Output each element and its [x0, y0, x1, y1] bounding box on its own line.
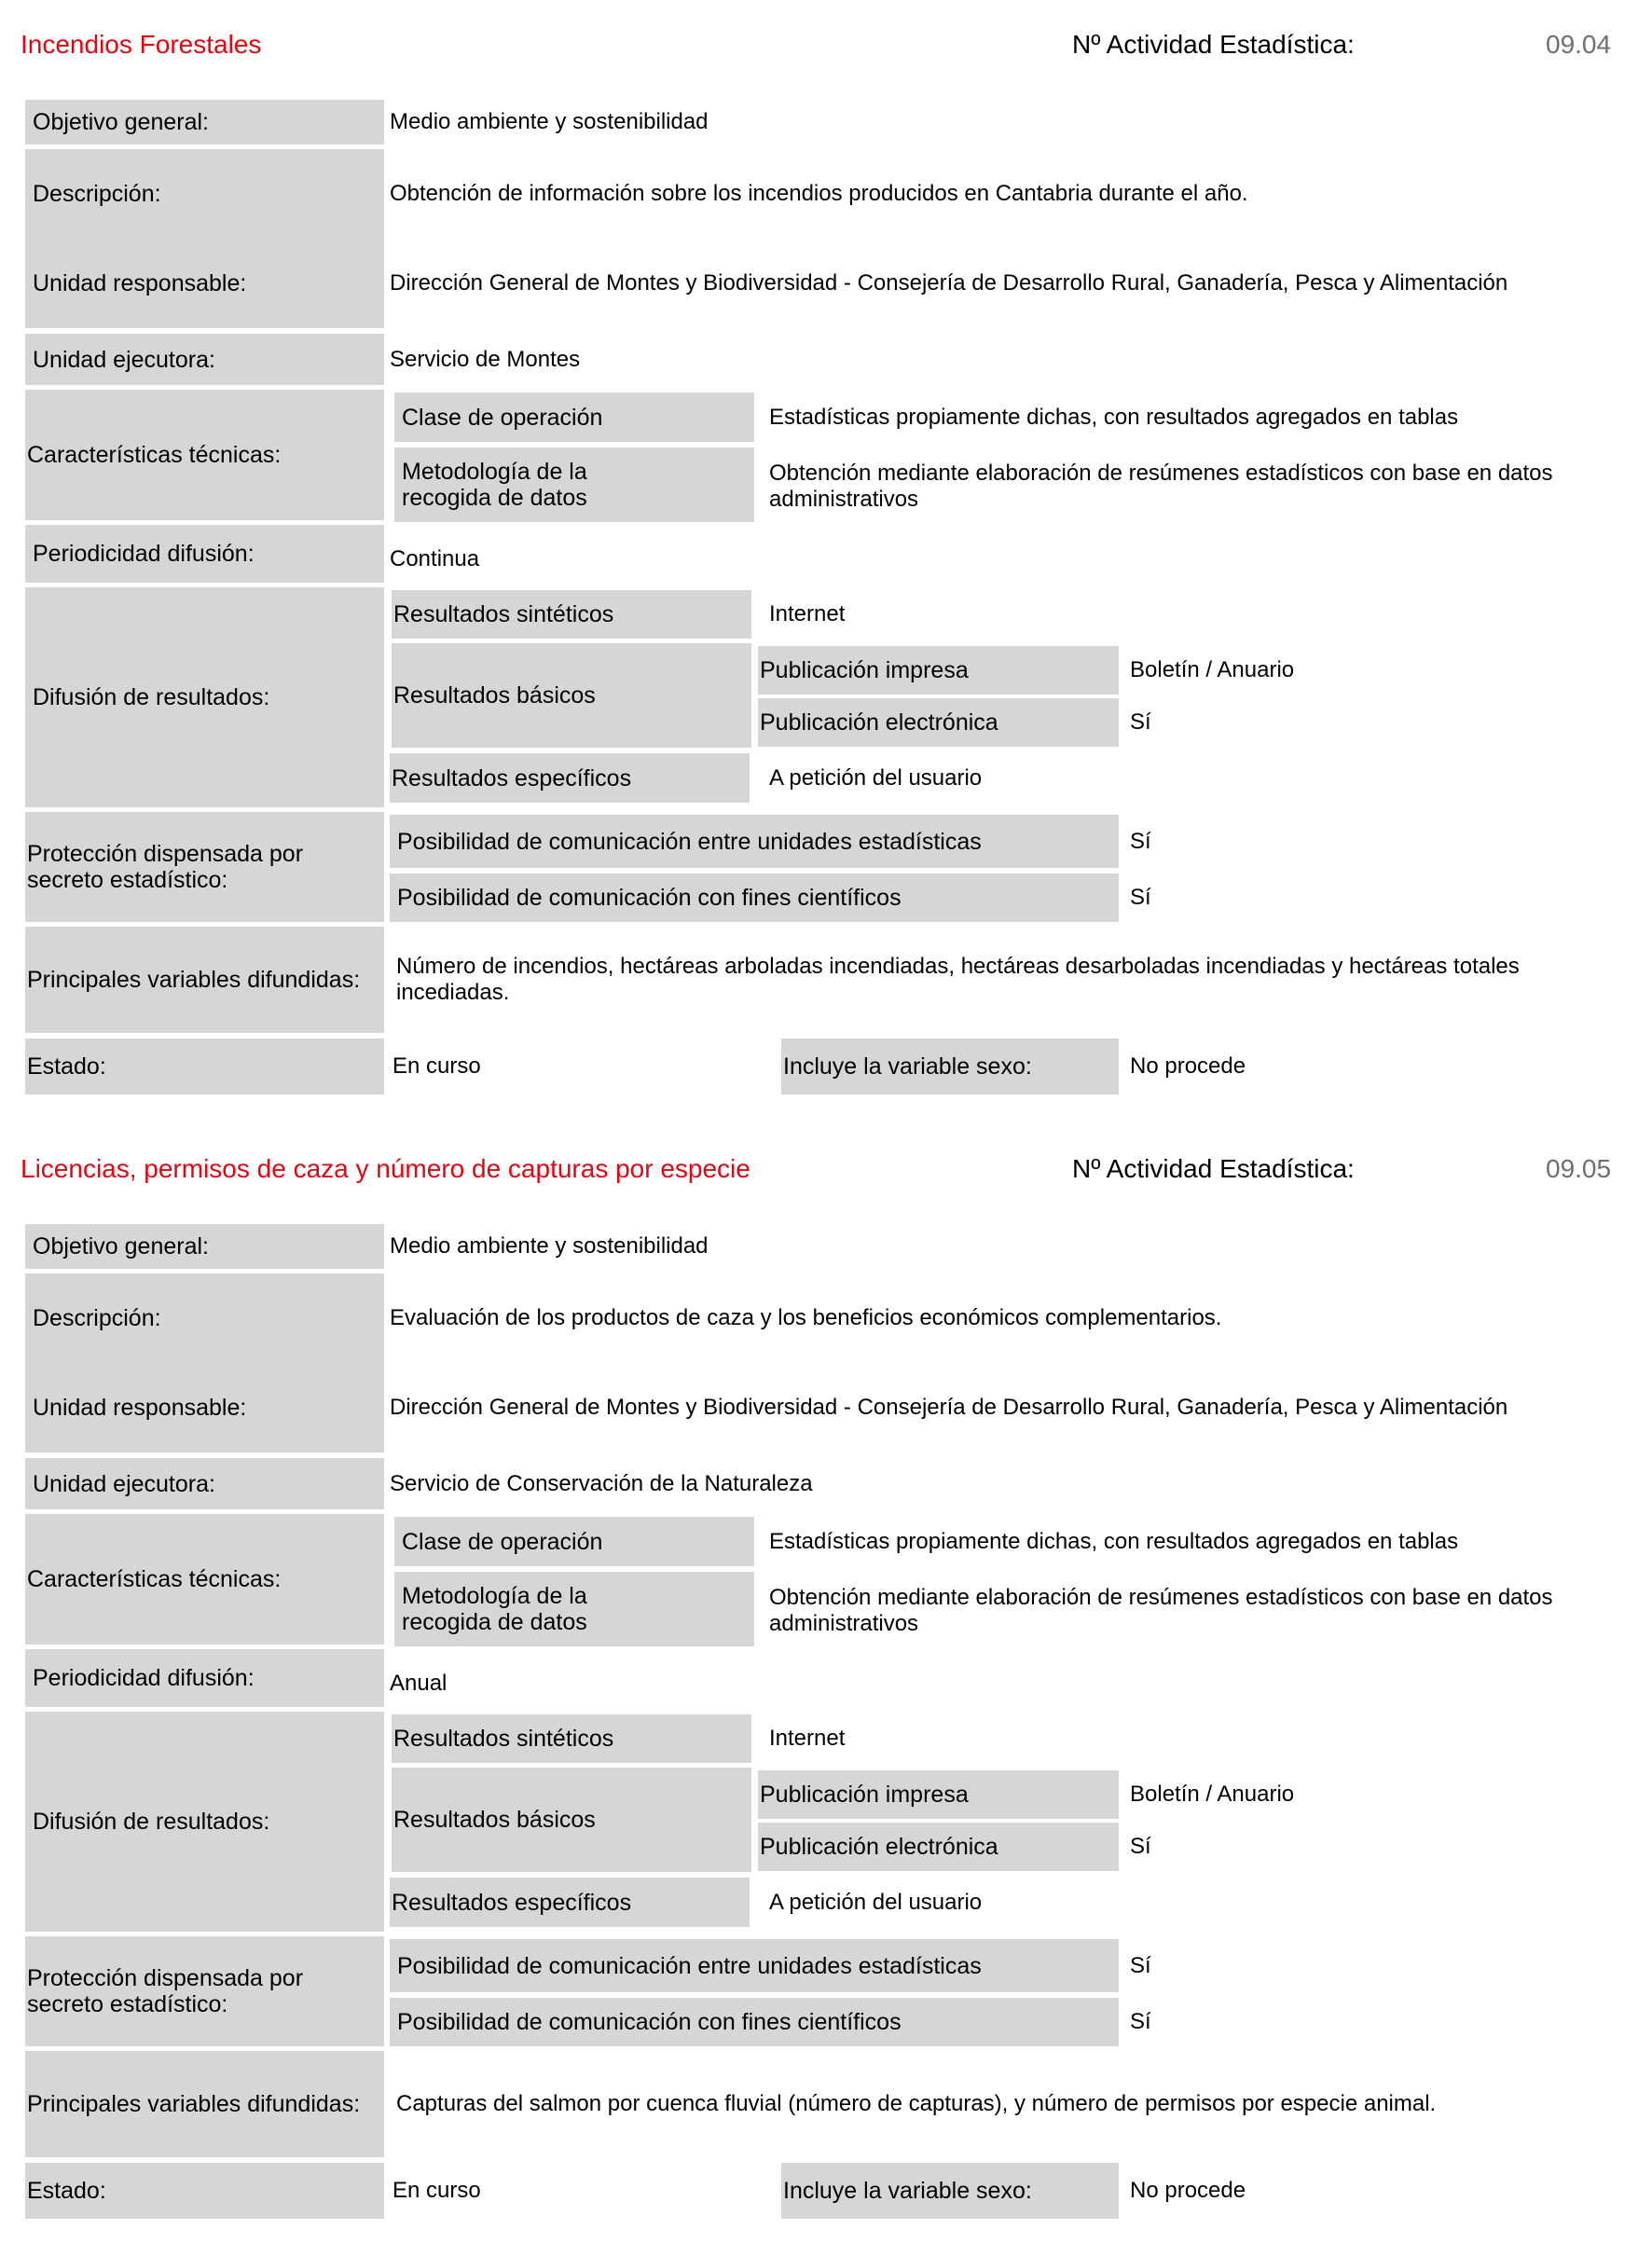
- label-estado: Estado:: [25, 1039, 384, 1094]
- activity-title: Incendios Forestales: [21, 30, 262, 59]
- label-metodologia: Metodología de la recogida de datos: [394, 1572, 754, 1646]
- value-variables: Número de incendios, hectáreas arboladas incendiadas, hectáreas desarboladas incendiadas y hectáreas totales incediadas.: [396, 954, 1520, 1005]
- value-clase-operacion: Estadísticas propiamente dichas, con resultados agregados en tablas: [769, 404, 1459, 430]
- value-com-unidades: Sí: [1130, 828, 1151, 854]
- label-res-sinteticos: Resultados sintéticos: [392, 1714, 751, 1763]
- activity-record: [0, 1124, 1652, 2243]
- value-clase-operacion: Estadísticas propiamente dichas, con resultados agregados en tablas: [769, 1528, 1459, 1554]
- value-pub-impresa: Boletín / Anuario: [1130, 657, 1295, 682]
- label-periodicidad: Periodicidad difusión:: [25, 525, 384, 583]
- label-res-basicos: Resultados básicos: [392, 1768, 751, 1872]
- label-variable-sexo: Incluye la variable sexo:: [781, 2163, 1119, 2219]
- value-res-sinteticos: Internet: [769, 601, 846, 626]
- value-periodicidad: Continua: [390, 545, 480, 571]
- label-proteccion: Protección dispensada por secreto estadístico:: [25, 1936, 384, 2046]
- value-metodologia: Obtención mediante elaboración de resúmenes estadísticos con base en datos administrativos: [769, 1585, 1553, 1636]
- label-descripcion: Descripción:: [33, 1305, 161, 1331]
- value-res-sinteticos: Internet: [769, 1726, 846, 1751]
- value-unidad-responsable: Dirección General de Montes y Biodiversidad - Consejería de Desarrollo Rural, Ganadería, Pesca y Alimentación: [390, 270, 1508, 296]
- value-variable-sexo: No procede: [1130, 1053, 1246, 1079]
- value-unidad-ejecutora: Servicio de Montes: [390, 346, 581, 372]
- activity-title: Licencias, permisos de caza y número de capturas por especie: [21, 1154, 750, 1183]
- label-proteccion: Protección dispensada por secreto estadístico:: [25, 812, 384, 922]
- label-res-especificos: Resultados específicos: [390, 753, 750, 803]
- label-objetivo: Objetivo general:: [25, 100, 384, 145]
- activity-number: 09.04: [1546, 30, 1612, 59]
- label-unidad-ejecutora: Unidad ejecutora:: [25, 334, 384, 385]
- label-clase-operacion: Clase de operación: [394, 1517, 754, 1566]
- activity-number-label: Nº Actividad Estadística:: [1072, 30, 1355, 59]
- value-estado: En curso: [392, 2178, 481, 2203]
- label-variable-sexo: Incluye la variable sexo:: [781, 1039, 1119, 1094]
- label-objetivo: Objetivo general:: [25, 1224, 384, 1269]
- label-difusion: Difusión de resultados:: [25, 587, 384, 807]
- label-descripcion: Descripción:: [33, 181, 161, 207]
- label-difusion: Difusión de resultados:: [25, 1712, 384, 1932]
- label-clase-operacion: Clase de operación: [394, 392, 754, 442]
- label-res-sinteticos: Resultados sintéticos: [392, 590, 751, 639]
- label-unidad-ejecutora: Unidad ejecutora:: [25, 1458, 384, 1509]
- label-com-cientificos: Posibilidad de comunicación con fines científicos: [390, 874, 1119, 922]
- value-pub-impresa: Boletín / Anuario: [1130, 1782, 1295, 1807]
- label-caracteristicas: Características técnicas:: [25, 390, 384, 520]
- label-variables: Principales variables difundidas:: [25, 927, 384, 1033]
- label-estado: Estado:: [25, 2163, 384, 2219]
- activity-record: [0, 0, 1652, 1119]
- label-unidad-responsable: Unidad responsable:: [33, 270, 247, 296]
- value-variables: Capturas del salmon por cuenca fluvial (número de capturas), y número de permisos por especie animal.: [396, 2091, 1437, 2116]
- value-com-cientificos: Sí: [1130, 885, 1151, 910]
- value-unidad-responsable: Dirección General de Montes y Biodiversidad - Consejería de Desarrollo Rural, Ganadería, Pesca y Alimentación: [390, 1395, 1508, 1420]
- label-unidad-responsable: Unidad responsable:: [33, 1395, 247, 1421]
- label-variables: Principales variables difundidas:: [25, 2051, 384, 2157]
- label-res-basicos: Resultados básicos: [392, 643, 751, 748]
- value-variable-sexo: No procede: [1130, 2178, 1246, 2203]
- label-com-unidades: Posibilidad de comunicación entre unidades estadísticas: [390, 815, 1119, 868]
- label-pub-impresa: Publicación impresa: [758, 1770, 1119, 1819]
- label-com-cientificos: Posibilidad de comunicación con fines científicos: [390, 1998, 1119, 2046]
- label-pub-impresa: Publicación impresa: [758, 646, 1119, 695]
- value-pub-electronica: Sí: [1130, 709, 1151, 735]
- label-periodicidad: Periodicidad difusión:: [25, 1649, 384, 1707]
- value-estado: En curso: [392, 1053, 481, 1079]
- value-unidad-ejecutora: Servicio de Conservación de la Naturaleza: [390, 1470, 813, 1496]
- value-descripcion: Evaluación de los productos de caza y los beneficios económicos complementarios.: [390, 1305, 1222, 1330]
- label-pub-electronica: Publicación electrónica: [758, 698, 1119, 747]
- label-pub-electronica: Publicación electrónica: [758, 1823, 1119, 1871]
- label-caracteristicas: Características técnicas:: [25, 1514, 384, 1645]
- label-res-especificos: Resultados específicos: [390, 1878, 750, 1927]
- label-com-unidades: Posibilidad de comunicación entre unidades estadísticas: [390, 1939, 1119, 1992]
- value-periodicidad: Anual: [390, 1670, 447, 1696]
- value-objetivo: Medio ambiente y sostenibilidad: [390, 1233, 709, 1259]
- value-com-unidades: Sí: [1130, 1952, 1151, 1978]
- activity-number-label: Nº Actividad Estadística:: [1072, 1154, 1355, 1183]
- activity-number: 09.05: [1546, 1154, 1612, 1183]
- value-objetivo: Medio ambiente y sostenibilidad: [390, 109, 709, 134]
- value-res-especificos: A petición del usuario: [769, 1889, 983, 1915]
- value-metodologia: Obtención mediante elaboración de resúmenes estadísticos con base en datos administrativos: [769, 461, 1553, 512]
- value-descripcion: Obtención de información sobre los incendios producidos en Cantabria durante el año.: [390, 181, 1248, 206]
- value-pub-electronica: Sí: [1130, 1834, 1151, 1859]
- value-res-especificos: A petición del usuario: [769, 764, 983, 791]
- value-com-cientificos: Sí: [1130, 2009, 1151, 2034]
- label-metodologia: Metodología de la recogida de datos: [394, 447, 754, 522]
